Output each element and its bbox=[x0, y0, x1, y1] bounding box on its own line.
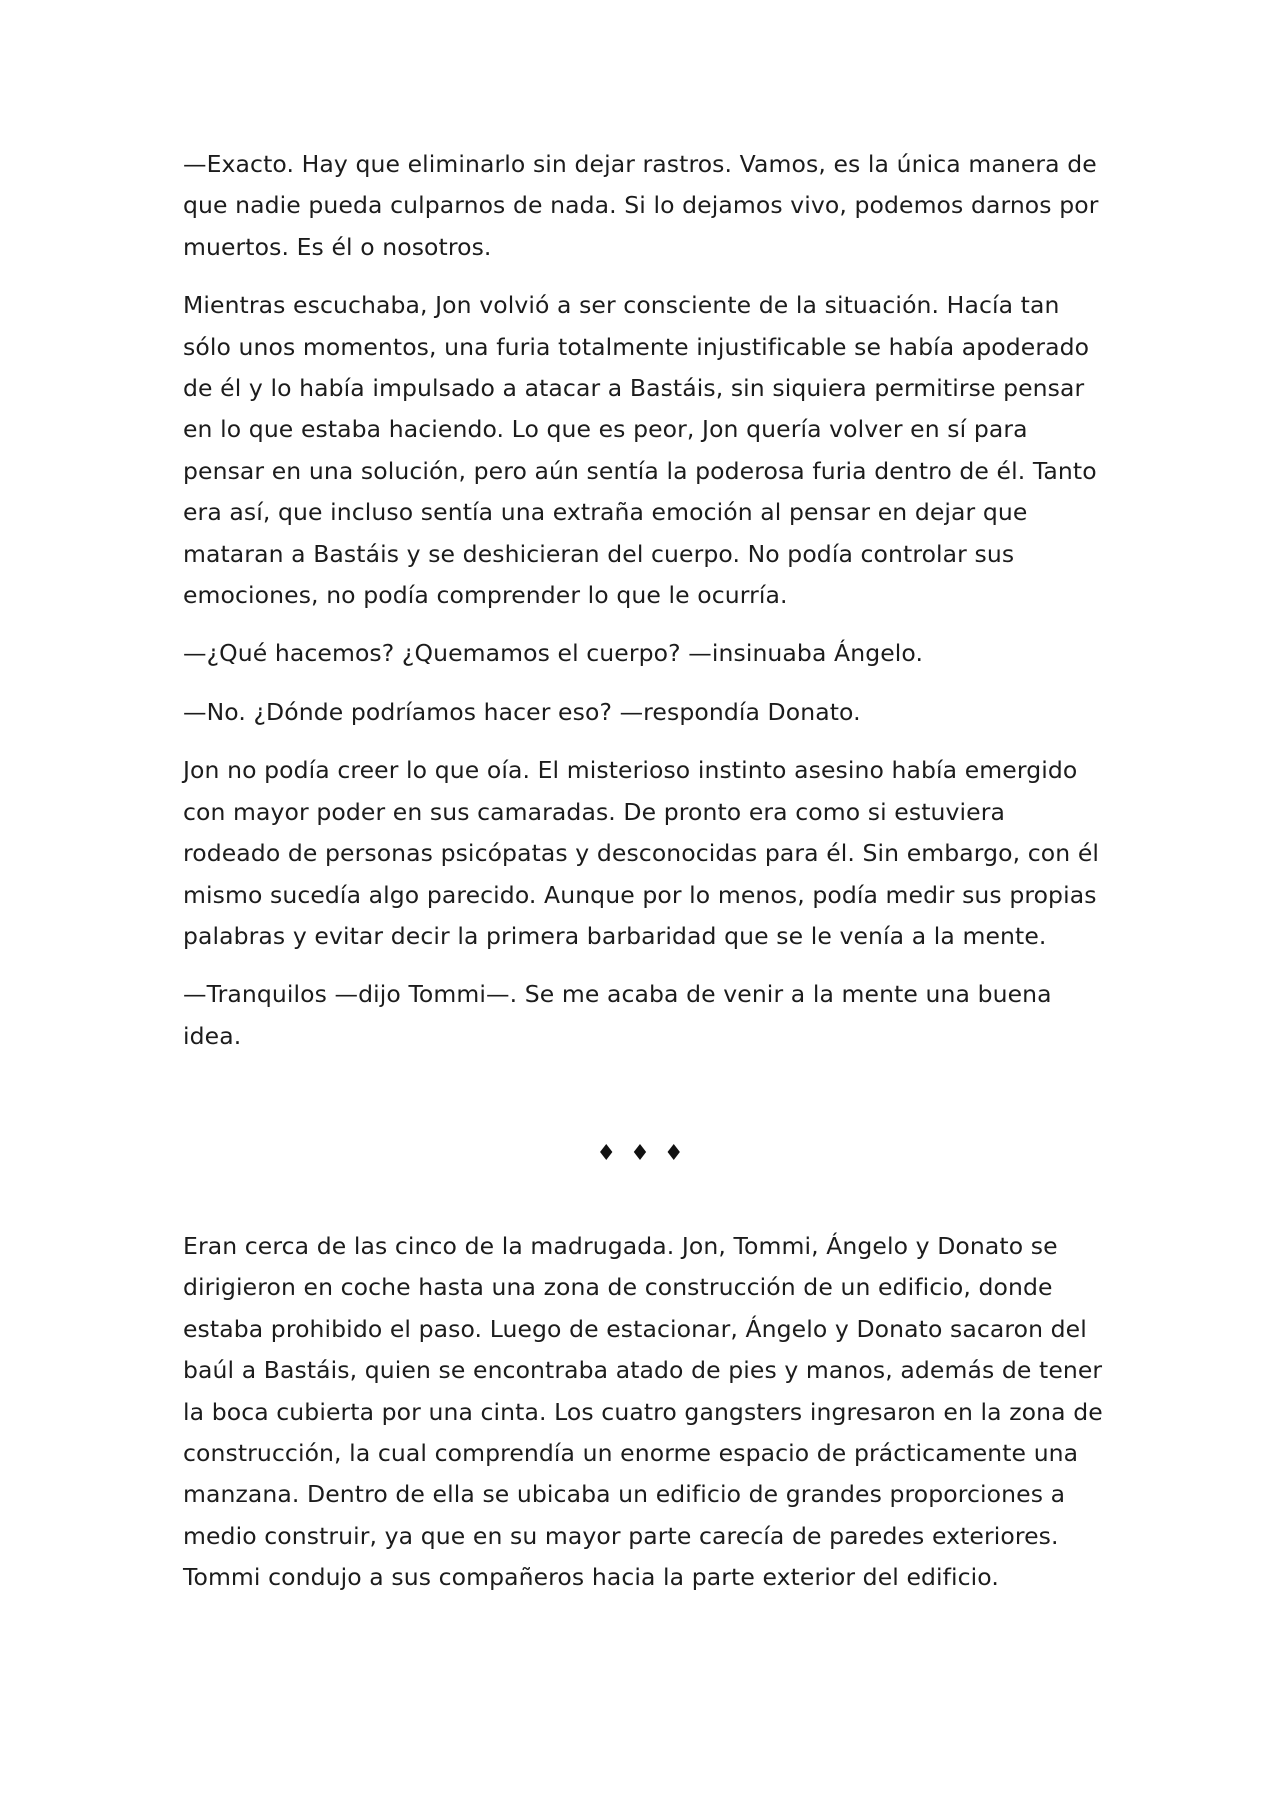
paragraph: —Tranquilos —dijo Tommi—. Se me acaba de venir a la mente una buena idea. bbox=[183, 980, 1052, 1050]
diamond-ornament: ♦ bbox=[630, 1141, 664, 1166]
paragraph: Eran cerca de las cinco de la madrugada. Jon, Tommi, Ángelo y Donato se dirigieron en coche hasta una zona de construcción de un edificio, donde estaba prohibido el paso. Luego de estacionar, Ángelo y Donato sacaron del baúl a Bastáis, quien se encontraba atado de pies y manos, además de tener la boca cubierta por una cinta. Los cuatro gangsters ingresaron en la zona de construcción, la cual comprendía un enorme espacio de prácticamente una manzana. Dentro de ella se ubicaba un edificio de grandes proporciones a medio construir, ya que en su mayor parte carecía de paredes exteriores. Tommi condujo a sus compañeros hacia la parte exterior del edificio. bbox=[183, 1232, 1103, 1592]
text-section-2 bbox=[183, 1226, 1103, 1616]
text-section-1 bbox=[183, 144, 1103, 1074]
paragraph: —Exacto. Hay que eliminarlo sin dejar rastros. Vamos, es la única manera de que nadie pueda culparnos de nada. Si lo dejamos vivo, podemos darnos por muertos. Es él o nosotros. bbox=[183, 150, 1099, 261]
paragraph: —No. ¿Dónde podríamos hacer eso? —respondía Donato. bbox=[183, 697, 861, 726]
diamond-ornament: ♦ bbox=[596, 1141, 631, 1166]
paragraph: —¿Qué hacemos? ¿Quemamos el cuerpo? —insinuaba Ángelo. bbox=[183, 639, 924, 668]
paragraph: Mientras escuchaba, Jon volvió a ser consciente de la situación. Hacía tan sólo unos momentos, una furia totalmente injustificable se había apoderado de él y lo había impulsado a atacar a Bastáis, sin siquiera permitirse pensar en lo que estaba haciendo. Lo que es peor, Jon quería volver en sí para pensar en una solución, pero aún sentía la poderosa furia dentro de él. Tanto era así, que incluso sentía una extraña emoción al pensar en dejar que mataran a Bastáis y se deshicieran del cuerpo. No podía controlar sus emociones, no podía comprender lo que le ocurría. bbox=[183, 291, 1097, 610]
diamond-ornament: ♦ bbox=[663, 1141, 698, 1166]
scene-break-separator bbox=[0, 1141, 1280, 1166]
paragraph: Jon no podía creer lo que oía. El misterioso instinto asesino había emergido con mayor poder en sus camaradas. De pronto era como si estuviera rodeado de personas psicópatas y desconocidas para él. Sin embargo, con él mismo sucedía algo parecido. Aunque por lo menos, podía medir sus propias palabras y evitar decir la primera barbaridad que se le venía a la mente. bbox=[183, 756, 1100, 950]
